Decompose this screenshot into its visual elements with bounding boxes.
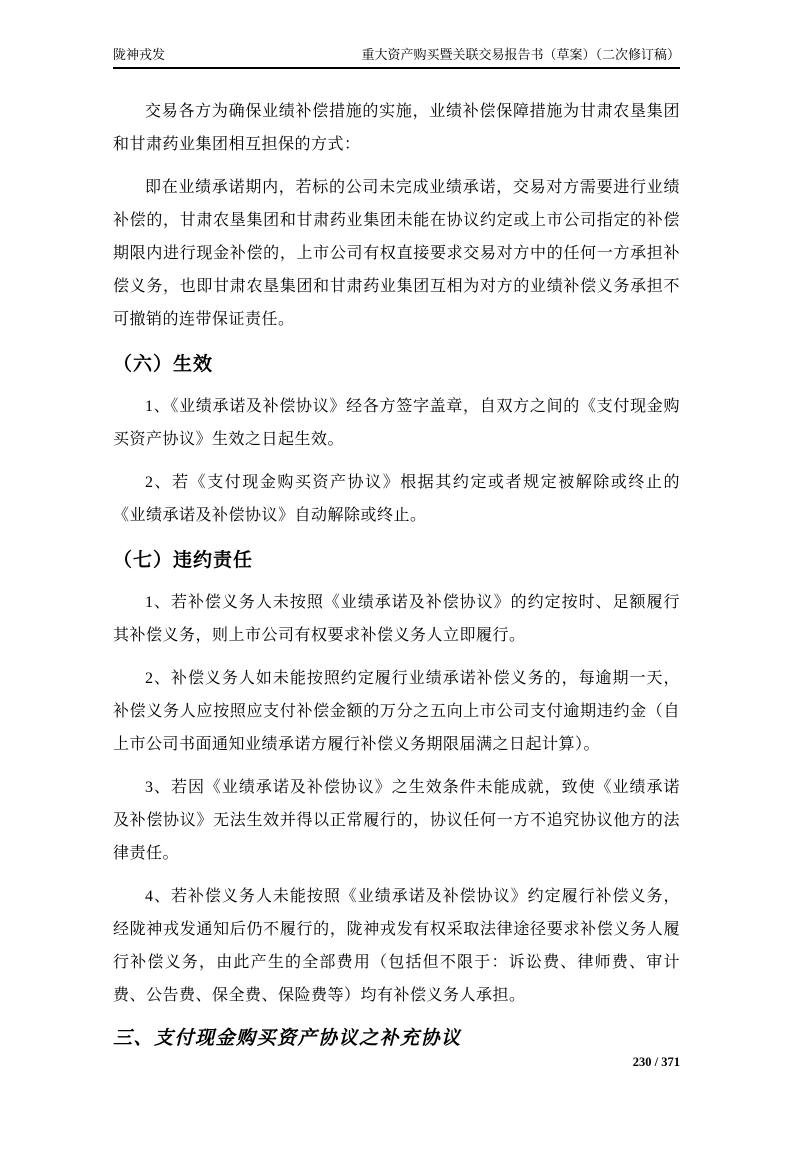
- paragraph-guarantee-intro: 交易各方为确保业绩补偿措施的实施，业绩补偿保障措施为甘肃农垦集团和甘肃药业集团相互担保的方式：: [113, 103, 680, 153]
- page-footer: [113, 1054, 680, 1070]
- section-heading-effectiveness: （六）生效: [113, 354, 214, 375]
- paragraph-breach-2: 2、补偿义务人如未能按照约定履行业绩承诺补偿义务的，每逾期一天，补偿义务人应按照应支付补偿金额的万分之五向上市公司支付逾期违约金（自上市公司书面通知业绩承诺方履行补偿义务期限届满之日起计算）。: [113, 670, 680, 753]
- document-body: [113, 95, 680, 1052]
- paragraph-effectiveness-1: 1、《业绩承诺及补偿协议》经各方签字盖章，自双方之间的《支付现金购买资产协议》生效之日起生效。: [113, 398, 680, 448]
- header-document-title: 重大资产购买暨关联交易报告书（草案）（二次修订稿）: [361, 47, 680, 62]
- document-page: [0, 46, 793, 1168]
- paragraph-effectiveness-2: 2、若《支付现金购买资产协议》根据其约定或者规定被解除或终止的《业绩承诺及补偿协议》自动解除或终止。: [113, 474, 680, 524]
- header-company-name: 陇神戎发: [113, 47, 166, 62]
- page-header: [113, 46, 680, 69]
- chapter-heading-supplementary-agreement: 三、支付现金购买资产协议之补充协议: [113, 1028, 462, 1049]
- paragraph-breach-1: 1、若补偿义务人未按照《业绩承诺及补偿协议》的约定按时、足额履行其补偿义务，则上市公司有权要求补偿义务人立即履行。: [113, 594, 680, 644]
- paragraph-guarantee-detail: 即在业绩承诺期内，若标的公司未完成业绩承诺，交易对方需要进行业绩补偿的，甘肃农垦集团和甘肃药业集团未能在协议约定或上市公司指定的补偿期限内进行现金补偿的，上市公司有权直接要求交易对方中的任何一方承担补偿义务，也即甘肃农垦集团和甘肃药业集团互相为对方的业绩补偿义务承担不可撤销的连带保证责任。: [113, 179, 680, 328]
- section-heading-breach-liability: （七）违约责任: [113, 550, 254, 571]
- page-number: 230 / 371: [632, 1055, 680, 1069]
- paragraph-breach-4: 4、若补偿义务人未能按照《业绩承诺及补偿协议》约定履行补偿义务，经陇神戎发通知后仍不履行的，陇神戎发有权采取法律途径要求补偿义务人履行补偿义务，由此产生的全部费用（包括但不限于：诉讼费、律师费、审计费、公告费、保全费、保险费等）均有补偿义务人承担。: [113, 888, 680, 1004]
- paragraph-breach-3: 3、若因《业绩承诺及补偿协议》之生效条件未能成就，致使《业绩承诺及补偿协议》无法生效并得以正常履行的，协议任何一方不追究协议他方的法律责任。: [113, 779, 680, 862]
